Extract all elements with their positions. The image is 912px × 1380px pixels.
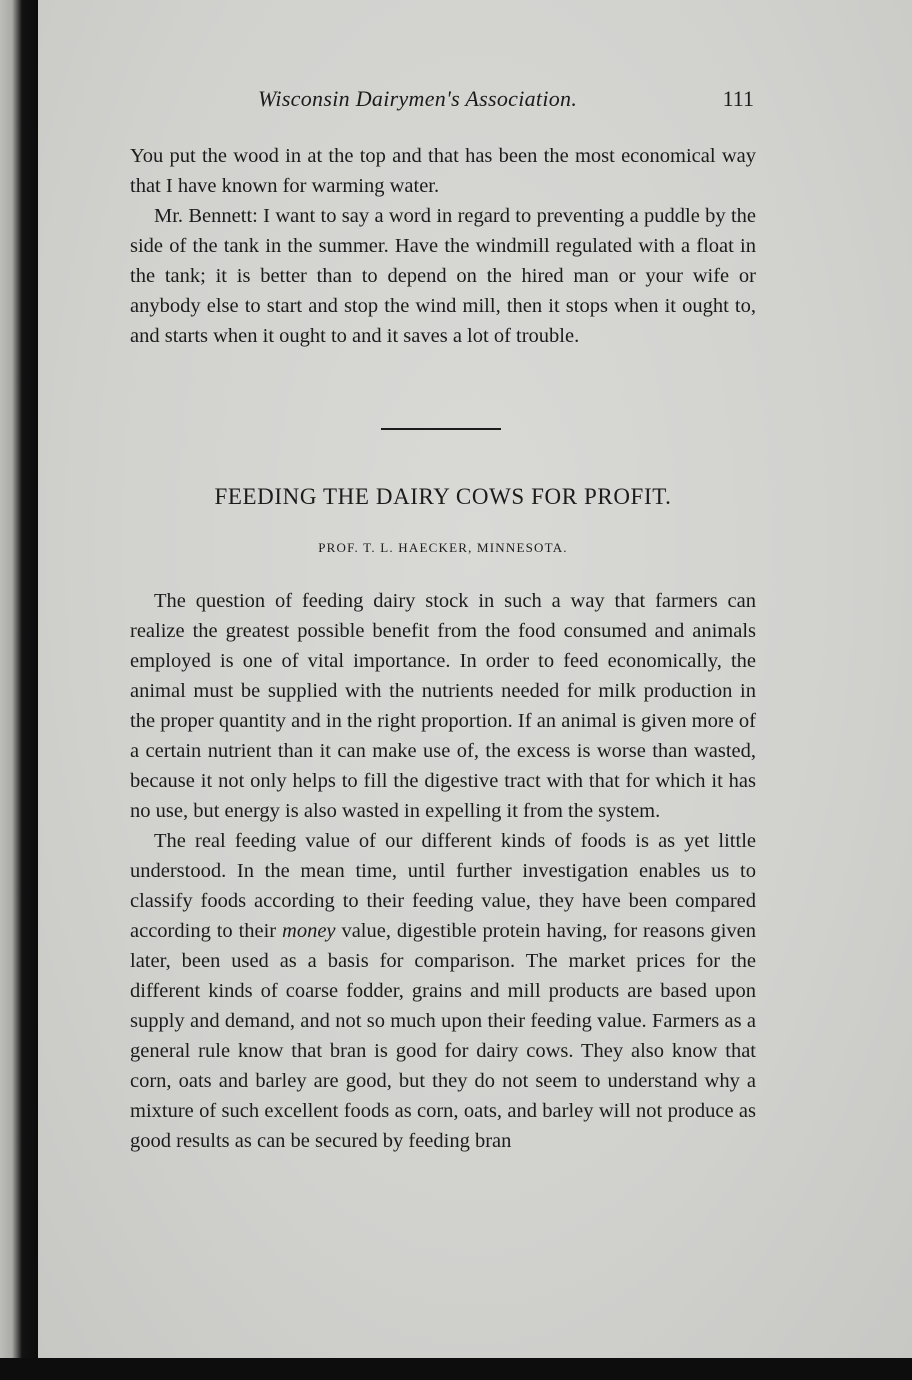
book-spine-shadow	[0, 0, 38, 1380]
page-header	[258, 86, 758, 122]
paragraph-feeding-value-start: The real feeding value of our different kinds of foods is as yet little understood. In the mean time, until further investigation enables us to classify foods according to their feeding value, they have been compared according to their	[130, 830, 756, 942]
running-head: Wisconsin Dairymen's Association.	[258, 86, 578, 111]
article-author: PROF. T. L. HAECKER, MINNESOTA.	[318, 540, 568, 555]
page-number: 111	[722, 86, 754, 111]
section-divider	[381, 428, 501, 430]
article-title: FEEDING THE DAIRY COWS FOR PROFIT.	[214, 484, 672, 509]
paragraph-wood-water: You put the wood in at the top and that has been the most economical way that I have known for warming water.	[130, 145, 756, 197]
paragraph-feeding-value-end: value, digestible protein having, for reasons given later, been used as a basis for comparison. The market prices for the different kinds of coarse fodder, grains and mill products are based upon supply and demand, and not so much upon their feeding value. Farmers as a general rule know that bran is good for dairy cows. They also know that corn, oats and barley are good, but they do not seem to understand why a mixture of such excellent foods as corn, oats, and barley will not produce as good results as can be secured by feeding bran	[130, 920, 756, 1152]
paragraph-feeding-value	[130, 826, 756, 1156]
continued-discussion	[130, 141, 756, 351]
page-bottom-edge	[0, 1358, 912, 1380]
article-body	[130, 586, 756, 1156]
paragraph-feeding-question: The question of feeding dairy stock in such a way that farmers can realize the greatest possible benefit from the food consumed and animals employed is one of vital importance. In order to feed economically, the animal must be supplied with the nutrients needed for milk production in the proper quantity and in the right proportion. If an animal is given more of a certain nutrient than it can make use of, the excess is worse than wasted, because it not only helps to fill the digestive tract with that for which it has no use, but energy is also wasted in expelling it from the system.	[130, 590, 756, 822]
paragraph-bennett: Mr. Bennett: I want to say a word in regard to preventing a puddle by the side of the tank in the summer. Have the windmill regulated with a float in the tank; it is better than to depend on the hired man or your wife or anybody else to start and stop the wind mill, then it stops when it ought to, and starts when it ought to and it saves a lot of trouble.	[130, 205, 756, 347]
emphasis-money: money	[282, 920, 336, 942]
